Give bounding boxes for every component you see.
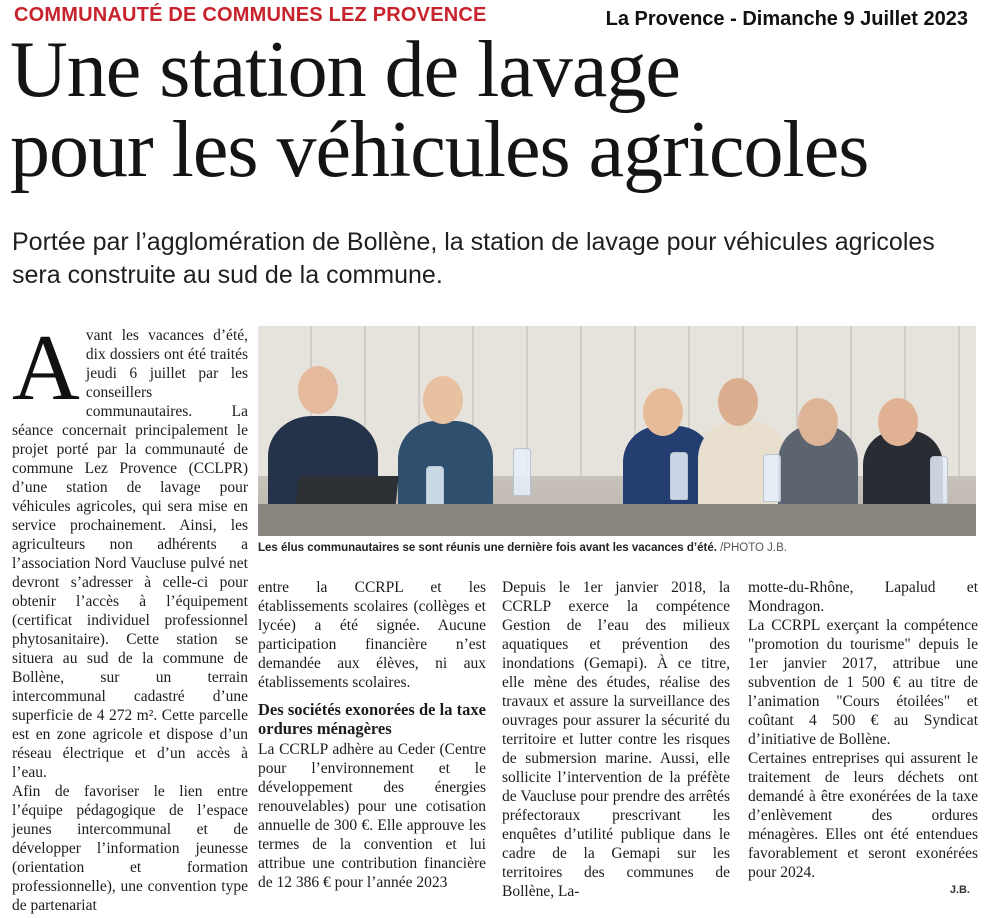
article-paragraph: vant les vacances d’été, dix dossiers ont été traités jeudi 6 juillet par les conseillers communautaires. La séance concernait principalement le projet porté par la communauté de commune Lez Provence (CCLPR) d’une station de lavage pour véhicules agricoles, qui sera mise en service prochainement. Ainsi, les agriculteurs non adhérents a l’association Nord Vaucluse pulvé net devront s’adresser à celle-ci pour obtenir l’accès à l’équipement (certificat individuel professionnel phytosanitaire). Cette station se situera au sud de la commune de Bollène, sur un terrain intercommunal cadastré d’une superficie de 4 272 m². Cette parcelle est en zone agricole et dispose d’un réseau électrique et d’un accès à l’eau. — [12, 327, 248, 781]
photo-head — [718, 378, 758, 426]
lede-paragraph: Portée par l’agglomération de Bollène, la station de lavage pour véhicules agricoles sera construite au sud de la commune. — [12, 228, 935, 289]
photo-head — [423, 376, 463, 424]
photo-head — [643, 388, 683, 436]
photo-head — [298, 366, 338, 414]
photo-head — [878, 398, 918, 446]
headline-line-1: Une station de lavage — [10, 26, 680, 114]
photo-caption — [258, 542, 976, 554]
article-paragraph: La CCRLP adhère au Ceder (Centre pour l’environnement et le développement des énergies renouvelables) pour une cotisation annuelle de 300 €. Elle approuve les termes de la convention et lui attribue une contribution financière de 12 386 € pour l’année 2023 — [258, 741, 486, 891]
photo-bottle — [513, 448, 531, 496]
headline — [10, 26, 985, 194]
meeting-photo — [258, 326, 976, 536]
photo-bottle — [930, 456, 948, 504]
source-dateline: La Provence - Dimanche 9 Juillet 2023 — [605, 8, 968, 30]
photo-person — [398, 421, 493, 516]
article-column-1 — [12, 316, 248, 915]
article-column-3 — [502, 578, 730, 901]
article-paragraph: La CCRPL exerçant la compétence "promotion du tourisme" depuis le 1er janvier 2017, attribue une subvention de 1 500 € au titre de l’animation "Cours étoilées" et coûtant 4 500 € au Syndicat d’initiative de Bollène. — [748, 617, 978, 748]
photo-bottle — [763, 454, 781, 502]
caption-text: Les élus communautaires se sont réunis une dernière fois avant les vacances d’été. — [258, 542, 717, 554]
article-paragraph: Certaines entreprises qui assurent le traitement de leurs déchets ont demandé à être exonérées de la taxe d’enlèvement des ordures ménagères. Elles ont été entendues favorablement et seront exonérées pour 2024. — [748, 750, 978, 881]
photo-head — [798, 398, 838, 446]
kicker-label: COMMUNAUTÉ DE COMMUNES LEZ PROVENCE — [14, 4, 487, 26]
article-paragraph: entre la CCRPL et les établissements scolaires (collèges et lycée) a été signée. Aucune participation financière n’est demandée aux élèves, ni aux établissements scolaires. — [258, 579, 486, 691]
article-subhead: Des sociétés exonorées de la taxe ordures ménagères — [258, 700, 486, 738]
article-paragraph: Depuis le 1er janvier 2018, la CCRLP exerce la compétence Gestion de l’eau des milieux aquatiques et prévention des inondations (Gemapi). À ce titre, elle mène des études, réalise des travaux et assure la surveillance des ouvrages pour assurer la sécurité du territoire et lutter contre les risques de submersion marine. Aussi, elle sollicite l’intervention de la préfète de Vaucluse pour prendre des arrêtés préfectoraux prescrivant les enquêtes d’utilité publique dans le cadre de la Gemapi sur les territoires des communes de Bollène, La- — [502, 579, 730, 900]
photo-table — [258, 504, 976, 536]
article-column-4 — [748, 578, 978, 882]
headline-line-2: pour les véhicules agricoles — [10, 106, 869, 194]
photo-bottle — [670, 452, 688, 500]
photo-credit: /PHOTO J.B. — [720, 542, 787, 554]
article-paragraph: Afin de favoriser le lien entre l’équipe pédagogique de l’espace jeunes intercommunal et de développer l’information jeunesse (orientation et formation professionnelle), une convention type de partenariat — [12, 783, 248, 914]
article-paragraph: motte-du-Rhône, Lapalud et Mondragon. — [748, 579, 978, 615]
article-column-2 — [258, 578, 486, 892]
dropcap: A — [12, 316, 80, 420]
author-signature: J.B. — [949, 884, 970, 896]
